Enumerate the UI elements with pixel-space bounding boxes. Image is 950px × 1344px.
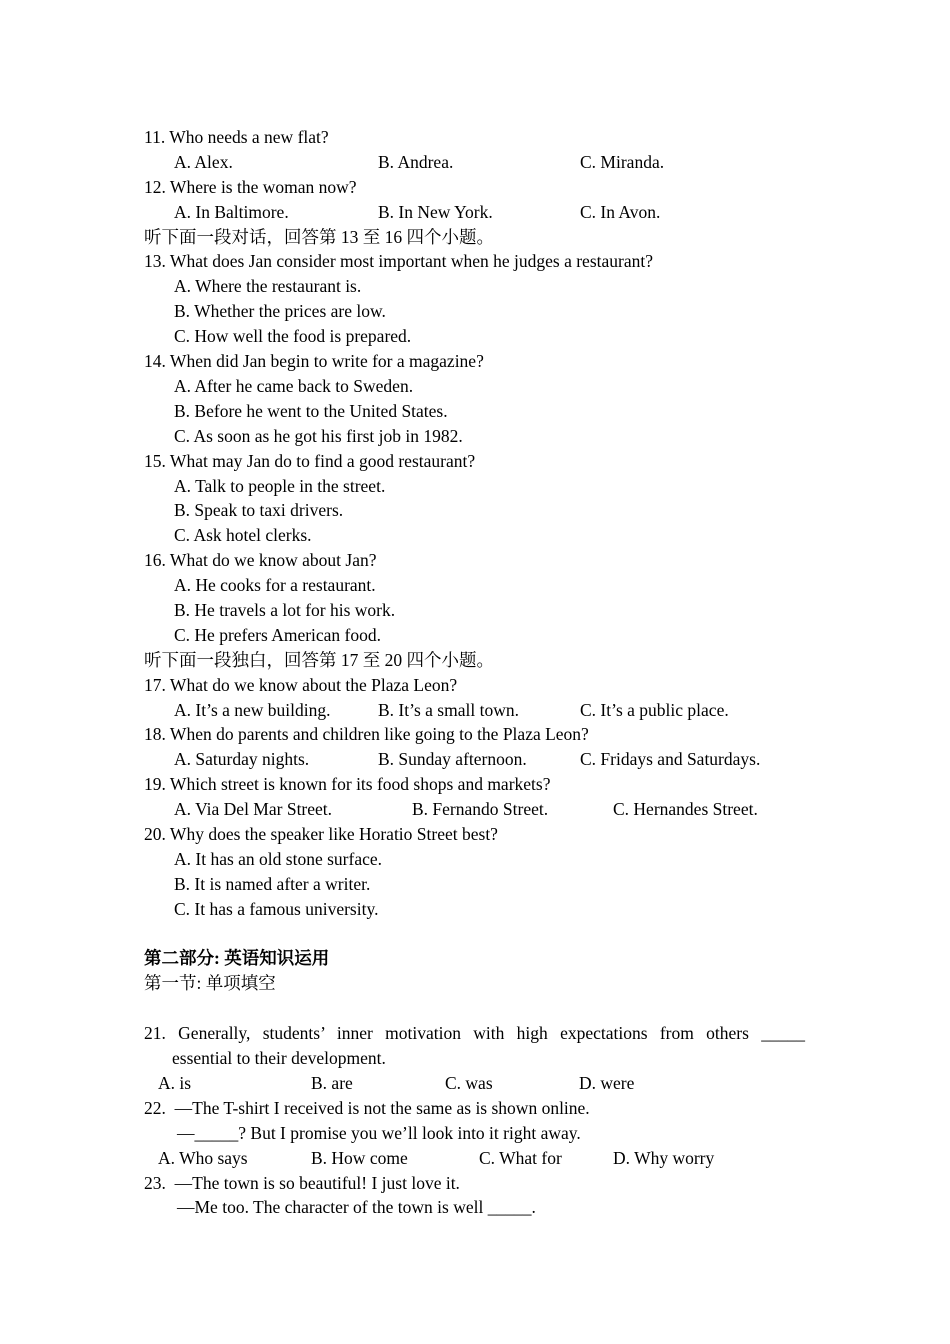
question-17-option-b: B. It’s a small town. bbox=[378, 700, 519, 720]
question-21-stem-line2: essential to their development. bbox=[172, 1048, 386, 1068]
question-12-option-b: B. In New York. bbox=[378, 202, 493, 222]
question-16-option-c: C. He prefers American food. bbox=[174, 625, 382, 645]
question-19-option-c: C. Hernandes Street. bbox=[613, 799, 758, 819]
question-17-stem: 17. What do we know about the Plaza Leon? bbox=[144, 675, 458, 695]
question-22-line1: 22. —The T-shirt I received is not the same as is shown online. bbox=[144, 1098, 590, 1118]
question-21-option-a: A. is bbox=[158, 1073, 192, 1093]
question-20-option-c: C. It has a famous university. bbox=[174, 899, 379, 919]
part-2-heading: 第二部分: 英语知识运用 bbox=[144, 948, 330, 968]
question-20-option-b: B. It is named after a writer. bbox=[174, 874, 371, 894]
question-14-option-c: C. As soon as he got his first job in 1982. bbox=[174, 426, 463, 446]
question-13-option-a: A. Where the restaurant is. bbox=[174, 276, 362, 296]
question-11-stem: 11. Who needs a new flat? bbox=[144, 127, 329, 147]
question-15-stem: 15. What may Jan do to find a good restaurant? bbox=[144, 451, 476, 471]
question-18-option-c: C. Fridays and Saturdays. bbox=[580, 749, 761, 769]
question-14-stem: 14. When did Jan begin to write for a magazine? bbox=[144, 351, 484, 371]
question-12-option-a: A. In Baltimore. bbox=[174, 202, 289, 222]
question-16-option-a: A. He cooks for a restaurant. bbox=[174, 575, 376, 595]
question-15-option-c: C. Ask hotel clerks. bbox=[174, 525, 312, 545]
question-20-option-a: A. It has an old stone surface. bbox=[174, 849, 382, 869]
question-11-option-c: C. Miranda. bbox=[580, 152, 665, 172]
question-17-option-c: C. It’s a public place. bbox=[580, 700, 729, 720]
question-15-option-b: B. Speak to taxi drivers. bbox=[174, 500, 344, 520]
question-22-option-d: D. Why worry bbox=[613, 1148, 715, 1168]
question-13-option-b: B. Whether the prices are low. bbox=[174, 301, 386, 321]
question-21-stem-line1: 21. Generally, students’ inner motivation with high expectations from others _____ bbox=[144, 1023, 805, 1043]
question-22-line2: —_____? But I promise you we’ll look into it right away. bbox=[177, 1123, 581, 1143]
question-18-option-b: B. Sunday afternoon. bbox=[378, 749, 527, 769]
question-15-option-a: A. Talk to people in the street. bbox=[174, 476, 386, 496]
question-14-option-a: A. After he came back to Sweden. bbox=[174, 376, 414, 396]
question-22-option-c: C. What for bbox=[479, 1148, 562, 1168]
question-19-stem: 19. Which street is known for its food shops and markets? bbox=[144, 774, 551, 794]
instruction-13-16: 听下面一段对话，回答第 13 至 16 四个小题。 bbox=[144, 227, 494, 247]
question-21-option-b: B. are bbox=[311, 1073, 353, 1093]
question-11-option-a: A. Alex. bbox=[174, 152, 233, 172]
question-13-option-c: C. How well the food is prepared. bbox=[174, 326, 412, 346]
question-16-option-b: B. He travels a lot for his work. bbox=[174, 600, 396, 620]
section-1-heading: 第一节: 单项填空 bbox=[144, 973, 276, 993]
question-21-option-c: C. was bbox=[445, 1073, 493, 1093]
question-18-option-a: A. Saturday nights. bbox=[174, 749, 310, 769]
question-22-option-b: B. How come bbox=[311, 1148, 408, 1168]
question-19-option-b: B. Fernando Street. bbox=[412, 799, 549, 819]
question-14-option-b: B. Before he went to the United States. bbox=[174, 401, 448, 421]
question-11-option-b: B. Andrea. bbox=[378, 152, 454, 172]
question-19-option-a: A. Via Del Mar Street. bbox=[174, 799, 333, 819]
question-22-option-a: A. Who says bbox=[158, 1148, 248, 1168]
question-12-option-c: C. In Avon. bbox=[580, 202, 661, 222]
question-20-stem: 20. Why does the speaker like Horatio Street best? bbox=[144, 824, 498, 844]
question-12-stem: 12. Where is the woman now? bbox=[144, 177, 357, 197]
question-21-option-d: D. were bbox=[579, 1073, 635, 1093]
instruction-17-20: 听下面一段独白，回答第 17 至 20 四个小题。 bbox=[144, 650, 494, 670]
question-17-option-a: A. It’s a new building. bbox=[174, 700, 331, 720]
question-16-stem: 16. What do we know about Jan? bbox=[144, 550, 377, 570]
question-18-stem: 18. When do parents and children like going to the Plaza Leon? bbox=[144, 724, 589, 744]
question-13-stem: 13. What does Jan consider most important when he judges a restaurant? bbox=[144, 251, 653, 271]
question-23-line2: —Me too. The character of the town is well _____. bbox=[177, 1197, 536, 1217]
question-23-line1: 23. —The town is so beautiful! I just love it. bbox=[144, 1173, 460, 1193]
